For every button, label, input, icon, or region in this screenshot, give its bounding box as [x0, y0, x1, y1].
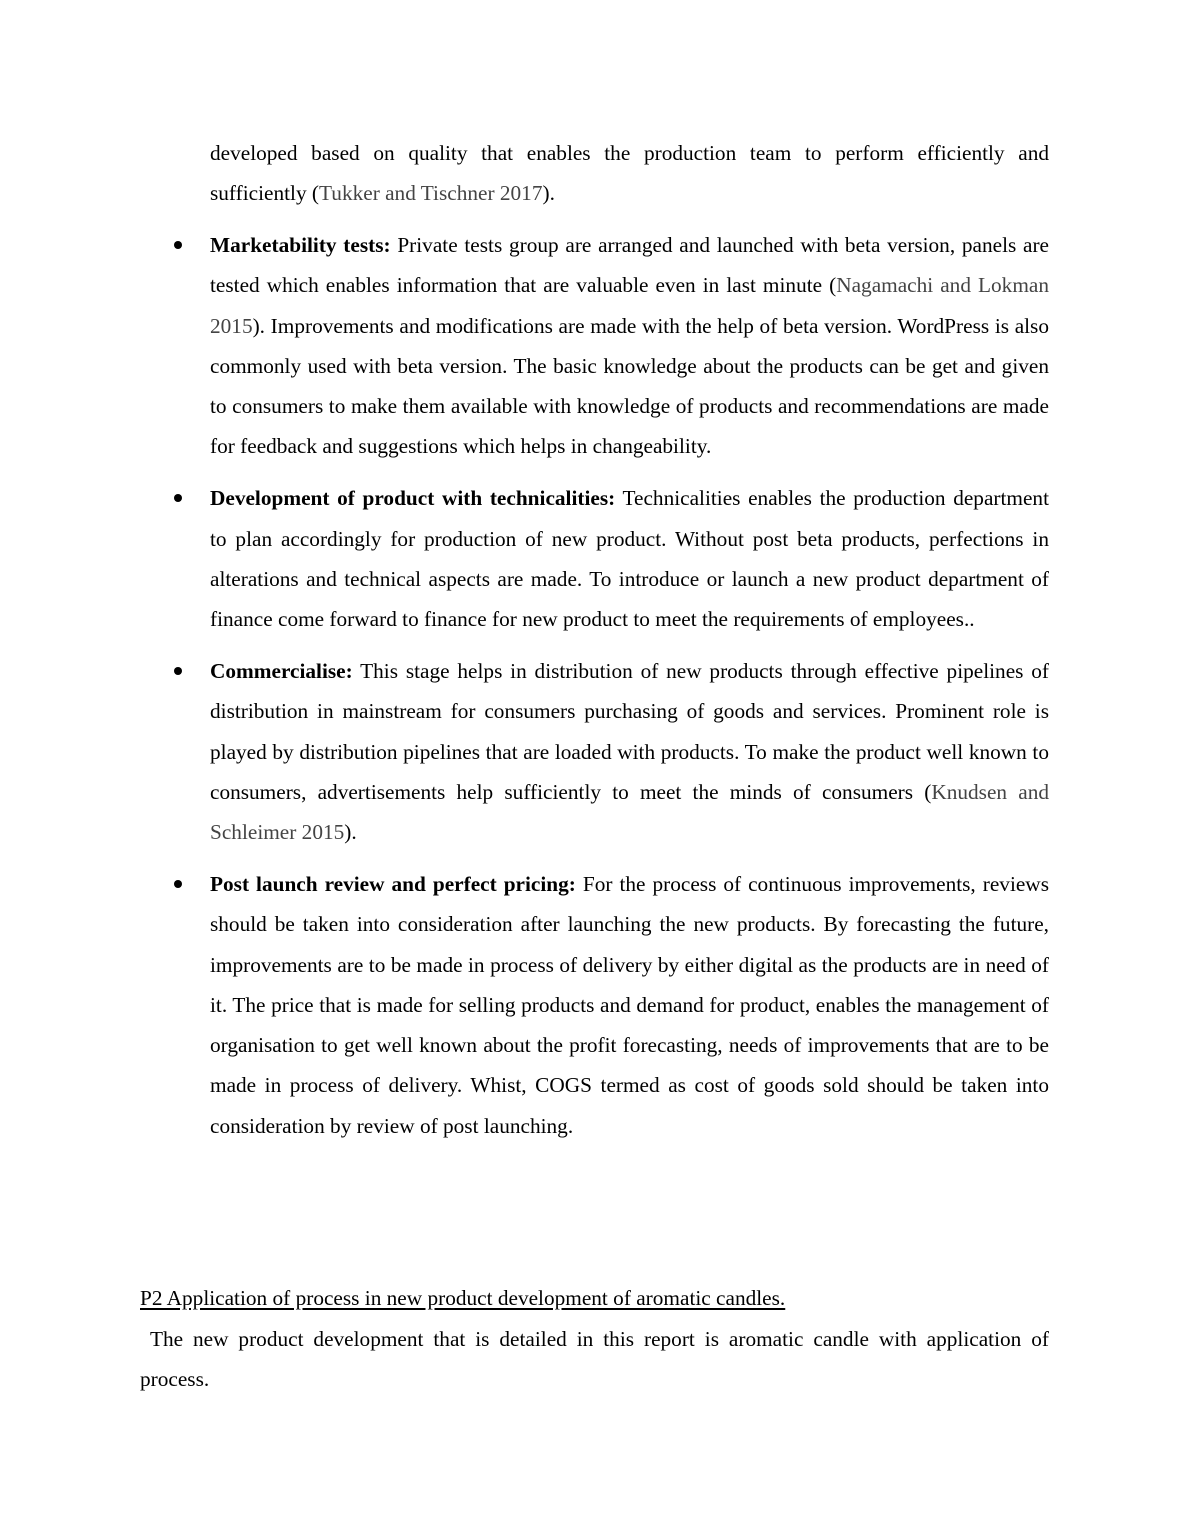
bullet-item-marketability-tests: [0, 225, 1049, 467]
bullet-text: For the process of continuous improvements, reviews should be taken into consideration after launching the new products. By forecasting the future, improvements are to be made in process of delivery by either digital as the products are in need of it. The price that is made for selling products and demand for product, enables the management of organisation to get well known about the profit forecasting, needs of improvements that are to be made in process of delivery. Whist, COGS termed as cost of goods sold should be taken into consideration by review of post launching.: [210, 871, 1049, 1138]
bullet-item-commercialise: [0, 651, 1049, 852]
section-paragraph: The new product development that is detailed in this report is aromatic candle with application of process.: [140, 1327, 1055, 1392]
bullet-title: Post launch review and perfect pricing:: [210, 871, 576, 896]
bullet-title: Marketability tests:: [210, 233, 391, 257]
continuation-text: developed based on quality that enables the production team to perform efficiently and sufficiently (: [210, 141, 1049, 206]
citation: Knudsen and Schleimer 2015: [210, 779, 1049, 845]
bullet-item-post-launch-review: [0, 864, 1049, 1146]
bullet-list: [0, 225, 1190, 1158]
bullet-text-after: ). Improvements and modifications are made with the help of beta version. WordPress is also commonly used with beta version. The basic knowledge about the products can be get and given to consumers to make them available with knowledge of products and recommendations are made for feedback and suggestions which helps in changeability.: [210, 313, 1049, 459]
continuation-after: ).: [542, 181, 555, 206]
section-heading: P2 Application of process in new product development of aromatic candles.: [140, 1286, 786, 1310]
bullet-icon: [174, 667, 182, 675]
bullet-text: Private tests group are arranged and launched with beta version, panels are tested which enables information that are valuable even in last minute (: [210, 233, 1049, 298]
bullet-icon: [174, 241, 182, 249]
bullet-title: Commercialise:: [210, 658, 353, 683]
citation: Nagamachi and Lokman 2015: [210, 273, 1049, 338]
bullet-icon: [174, 494, 182, 502]
bullet-text: Technicalities enables the production department to plan accordingly for production of new product. Without post beta products, perfections in alterations and technical aspects are made. To introduce or launch a new product department of finance come forward to finance for new product to meet the requirements of employees..: [210, 486, 1049, 632]
continuation-paragraph: [210, 133, 1049, 214]
bullet-item-development: [0, 478, 1049, 639]
citation: Tukker and Tischner 2017: [319, 181, 543, 206]
bullet-icon: [174, 880, 182, 888]
bullet-title: Development of product with technicalities:: [210, 486, 616, 511]
bullet-text-after: ).: [344, 820, 357, 845]
bullet-text: This stage helps in distribution of new products through effective pipelines of distribution in mainstream for consumers purchasing of goods and services. Prominent role is played by distribution pipelines that are loaded with products. To make the product well known to consumers, advertisements help sufficiently to meet the minds of consumers (: [210, 658, 1049, 804]
